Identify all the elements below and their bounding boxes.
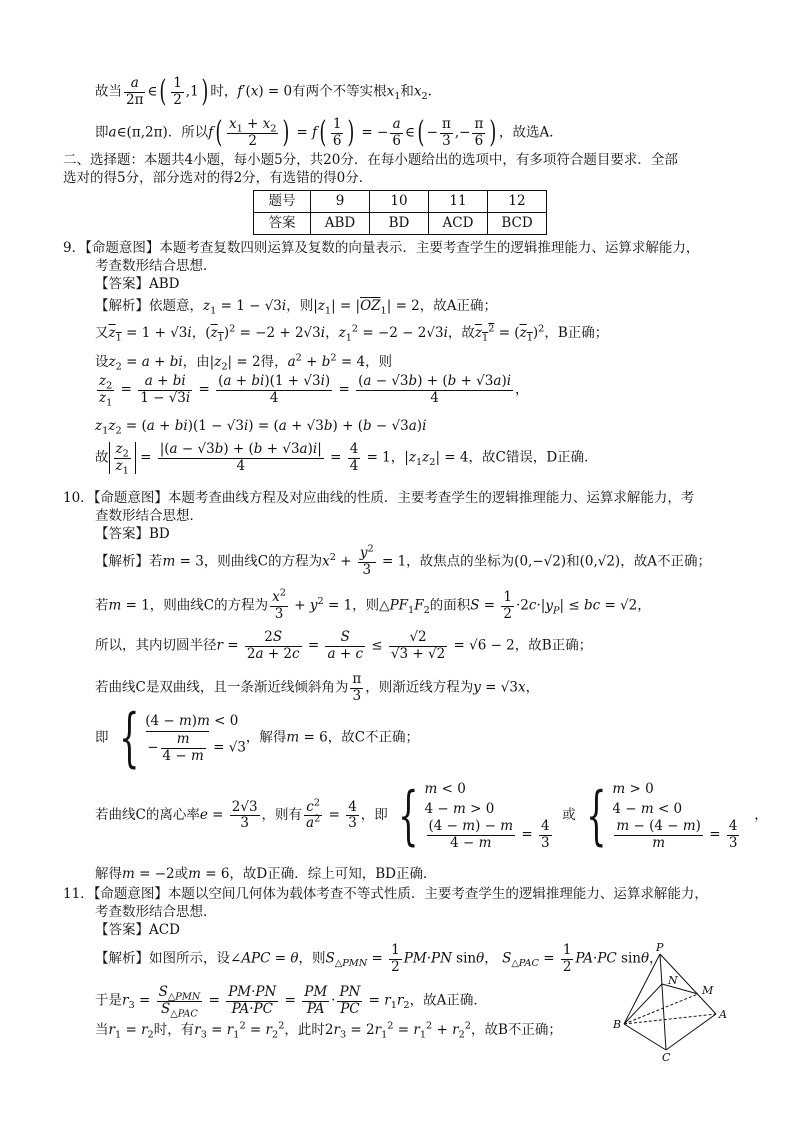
text: ，故B正确； bbox=[514, 637, 593, 654]
question-number: 9． bbox=[63, 240, 86, 256]
label-A: A bbox=[719, 1008, 727, 1021]
text: ，则渐近线方程为 bbox=[365, 679, 474, 696]
text: 于是 bbox=[95, 992, 122, 1009]
text: 和 bbox=[400, 83, 414, 100]
question-number: 11． bbox=[63, 886, 94, 902]
table-header-cell: 题号 bbox=[254, 191, 311, 213]
intro-line-2: 即a∈(π,2π)．所以f( $\frac{x_1 + x_2}{2}$ ) = f( $\frac{1}{6}$ ) = − $\frac{a}{6}$ ∈( − $\frac{\pi}{3}$ ,− $\frac{\pi}{6}$ ) ，故选A． bbox=[95, 115, 563, 151]
text: 有两个不等实根 bbox=[292, 83, 387, 100]
table-cell: ABD bbox=[311, 213, 370, 235]
edge-BC bbox=[624, 1024, 666, 1050]
edge-BA bbox=[624, 1014, 716, 1024]
text: ，则曲线C的方程为 bbox=[149, 597, 269, 614]
label-P: P bbox=[656, 942, 664, 954]
text: ，故A正确； bbox=[419, 298, 498, 314]
text: 【命题意图】本题以空间几何体为载体考查不等式性质．主要考查学生的逻辑推理能力、运算求解能力， bbox=[93, 886, 708, 902]
text: ，则曲线C的方程为 bbox=[203, 553, 323, 570]
edge-PB bbox=[624, 954, 660, 1024]
text: 即 bbox=[95, 124, 109, 141]
text: 若 bbox=[95, 597, 109, 614]
text: ，即 bbox=[360, 807, 388, 824]
section-2-line-2: 选对的得5分，部分选对的得2分，有选错的得0分． bbox=[63, 170, 373, 186]
q11-line-so: 于是$r_3$ = $\frac{S_{\triangle PMN}}{S_{\triangle PAC}}$ = $\frac{PM\cdot PN}{PA\cdot PC}$ = $\frac{PM}{PA}$ · $\frac{PN}{PC}$ = $r_1r_2$，故A正确． bbox=[95, 984, 487, 1020]
text: 的面积 bbox=[429, 597, 471, 614]
q11-line-b: 当$r_1 = r_2$时，有$r_3 = r_1^2 = r_2^2$，此时$2r_3 = 2r_1^2 = r_1^2 + r_2^2$，故B不正确； bbox=[95, 1020, 562, 1041]
q9-line-c: 故 $\frac{z_2}{z_1}$ = $\frac{|(a - √3b) + (b + √3a)i|}{4}$ = $\frac{4}{4}$ = 1，$|z_1z_2| = 4$，故C错误，D正确． bbox=[95, 441, 598, 477]
text: 【解析】依题意， bbox=[95, 298, 203, 314]
q10-line-c: 若曲线C是双曲线，且一条渐近线倾斜角为 $\frac{\pi}{3}$ ，则渐近线方程为y = √3x， bbox=[95, 671, 540, 704]
q9-line-product: $z_1z_2 = (a + bi)(1 - √3i) = (a + √3b) + (b - √3a)i$ bbox=[95, 418, 427, 437]
q9-answer: 【答案】ABD bbox=[95, 276, 180, 292]
text: 或 bbox=[174, 866, 189, 882]
text: 若曲线C的离心率 bbox=[95, 807, 200, 824]
label-N: N bbox=[668, 974, 678, 987]
table-cell: 11 bbox=[429, 191, 488, 213]
q10-line-conclusion: 解得m = −2或m = 6，故D正确．综上可知，BD正确． bbox=[95, 866, 437, 882]
q9-line-b: 又$z_1 = 1 + √3i$，$(z_1)^2 = -2 + 2√3i$，$z_1^2 = -2 - 2√3i$，故$z_1^2 = (z_1)^2$，B正确； bbox=[95, 323, 609, 344]
q11-line-a: 【解析】如图所示，设∠APC = θ，则$S_{\triangle PMN}$ = $\frac{1}{2}$ PM·PN sinθ， $S_{\triangle PAC}$ = $\frac{1}{2}$ PA·PC sinθ， bbox=[95, 942, 663, 975]
edge-CA bbox=[666, 1014, 716, 1050]
label-M: M bbox=[702, 984, 714, 997]
text: ，B正确； bbox=[544, 325, 609, 341]
text: ，故选A． bbox=[499, 124, 563, 141]
text: ．所以 bbox=[167, 124, 209, 141]
text: 即 bbox=[95, 729, 109, 746]
question-number: 10． bbox=[63, 490, 94, 506]
q10-line-d: 若曲线C的离心率e = $\frac{2√3}{3}$ ，则有 $\frac{c^2}{a^2}$ = $\frac{4}{3}$ ，即 { m < 0 4 − m > 0 $\frac{(4 - m) - m}{4 - m}$ = $\frac{4}{3}$ 或 { m > 0 4 − m < 0 $\frac{m - (4 - m)}{m}$ = $\frac{4}{3}$ ， bbox=[95, 778, 768, 853]
text: 又 bbox=[95, 325, 109, 341]
section-2-line-1: 二、选择题：本题共4小题，每小题5分，共20分．在每小题给出的选项中，有多项符合题目要求．全部 bbox=[63, 152, 678, 168]
text: ，则 bbox=[365, 354, 393, 370]
text: 【命题意图】本题考查曲线方程及对应曲线的性质．主要考查学生的逻辑推理能力、运算求解能力，考 bbox=[93, 490, 695, 506]
table-cell: 10 bbox=[370, 191, 429, 213]
q10-line-radius: 所以，其内切圆半径r = $\frac{2S}{2a + 2c}$ = $\frac{S}{a + c}$ ≤ $\frac{√2}{√3 + √2}$ = √6 − 2，故B正确； bbox=[95, 629, 593, 662]
edge-BN bbox=[624, 984, 662, 1024]
q9-line-set: 设$z_2 = a$ + bi，由$|z_2| = 2$得，$a^2 + b^2 = 4$，则 bbox=[95, 352, 393, 373]
q10-intent-line-1 bbox=[0, 490, 794, 507]
table-row bbox=[254, 213, 547, 235]
text: ，则 bbox=[298, 950, 326, 967]
text: ，则有 bbox=[261, 807, 303, 824]
text: ，由 bbox=[182, 354, 210, 370]
text: 【解析】若 bbox=[95, 553, 163, 570]
text: ，故C不正确； bbox=[327, 729, 420, 746]
text: ，故D正确．综上可知，BD正确． bbox=[229, 866, 437, 882]
pyramid-figure bbox=[612, 942, 742, 1062]
text: 或 bbox=[562, 807, 576, 824]
text: ，故A不正确； bbox=[620, 553, 711, 570]
q9-line-quotient: $\frac{z_2}{z_1}$ = $\frac{a + bi}{1 - √3i}$ = $\frac{(a + bi)(1 + √3i)}{4}$ = $\frac{(a - √3b) + (b + √3a)i}{4}$ ， bbox=[99, 373, 529, 409]
text: 【解析】如图所示，设 bbox=[95, 950, 230, 967]
edge-PC bbox=[660, 954, 666, 1050]
text: ，则 bbox=[352, 597, 380, 614]
text: 故当 bbox=[95, 83, 122, 100]
table-cell: 9 bbox=[311, 191, 370, 213]
q10-line-a: 【解析】若m = 3，则曲线C的方程为$x^2$ + $\frac{y^2}{3}$ = 1，故焦点的坐标为(0,−√2)和(0,√2)，故A不正确； bbox=[95, 543, 711, 578]
text: 时，有 bbox=[153, 1022, 195, 1038]
q9-line-a: 【解析】依题意，$z_1 = 1 - √3i$，则$|z_1| = |\overline{OZ}_1| = 2$，故A正确； bbox=[95, 298, 498, 317]
text: ，故C错误，D正确． bbox=[468, 449, 598, 466]
q10-answer: 【答案】BD bbox=[95, 526, 170, 542]
text: 【命题意图】本题考查复数四则运算及复数的向量表示．主要考查学生的逻辑推理能力、运算求解能力， bbox=[85, 240, 700, 256]
text: ，故焦点的坐标为 bbox=[406, 553, 515, 570]
text: 当 bbox=[95, 1022, 109, 1038]
text: . bbox=[427, 83, 433, 100]
q9-intent-line-2: 考查数形结合思想． bbox=[95, 258, 217, 274]
answer-table bbox=[253, 190, 547, 235]
table-row bbox=[254, 191, 547, 213]
q10-line-b: 若m = 1，则曲线C的方程为 $\frac{x^2}{3}$ + $y^2 = 1$，则$\triangle PF_1F_2$的面积S = $\frac{1}{2}$ $\cdot 2c\cdot|y_P|$ ≤ bc = √2， bbox=[95, 587, 651, 622]
text: ，故B不正确； bbox=[470, 1022, 562, 1038]
intro-line-1: 故当 $\frac{a}{2\pi}$ ∈( $\frac{1}{2}$ ,1) 时，f′(x) = 0有两个不等实根$x_1$和$x_2$. bbox=[95, 74, 433, 110]
table-header-cell: 答案 bbox=[254, 213, 311, 235]
label-C: C bbox=[662, 1051, 671, 1062]
text: ，解得 bbox=[245, 729, 287, 746]
table-cell: BCD bbox=[488, 213, 547, 235]
text: ，故A正确． bbox=[409, 992, 487, 1009]
q11-answer: 【答案】ACD bbox=[95, 922, 180, 938]
text: 若曲线C是双曲线，且一条渐近线倾斜角为 bbox=[95, 679, 349, 696]
text: ，此时 bbox=[284, 1022, 325, 1038]
text: 得， bbox=[260, 354, 288, 370]
text: 故 bbox=[95, 449, 109, 466]
text: 设 bbox=[95, 354, 109, 370]
q11-intent-line-2: 考查数形结合思想． bbox=[95, 904, 217, 920]
q11-intent-line-1 bbox=[0, 886, 794, 903]
text: 和 bbox=[566, 553, 580, 570]
text: 所以，其内切圆半径 bbox=[95, 637, 217, 654]
q10-intent-line-2: 查数形结合思想． bbox=[95, 508, 203, 524]
q9-intent-line-1 bbox=[0, 240, 794, 257]
label-B: B bbox=[613, 1018, 622, 1031]
table-cell: BD bbox=[370, 213, 429, 235]
text: 解得 bbox=[95, 866, 122, 882]
table-cell: 12 bbox=[488, 191, 547, 213]
q10-line-system-1: 即 { (4 − m)m < 0 − $\frac{m}{4 - m}$ = √3 ，解得m = 6，故C不正确； bbox=[95, 701, 420, 775]
text: 时， bbox=[210, 83, 238, 100]
table-cell: ACD bbox=[429, 213, 488, 235]
